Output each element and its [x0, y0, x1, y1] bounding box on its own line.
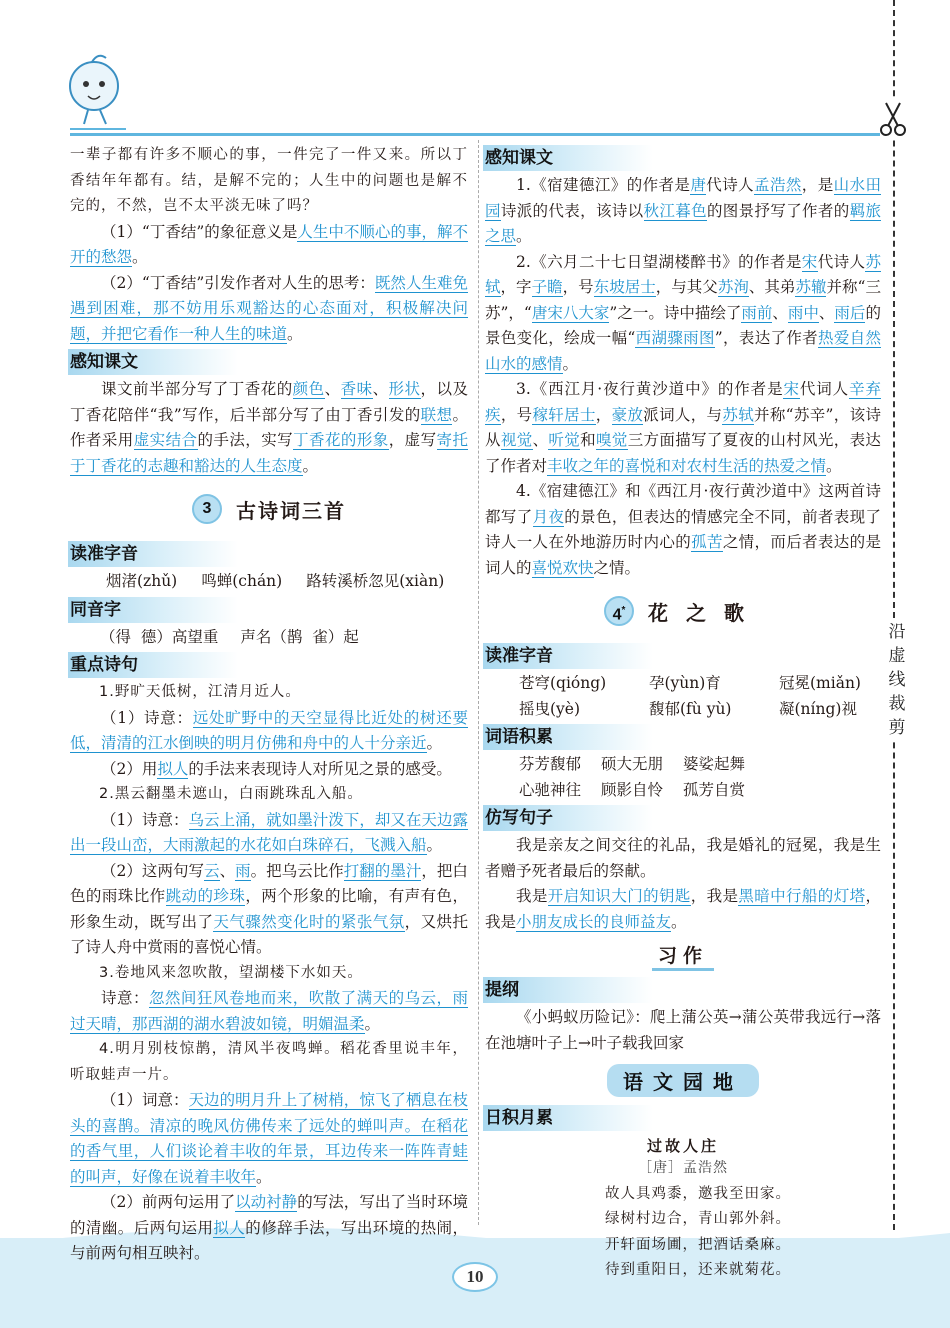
imitate-example: 我是亲友之间交往的礼品，我是婚礼的冠冕，我是生者赠予死者最后的祭献。	[485, 836, 881, 880]
header-accent-line	[70, 128, 126, 130]
poem-line: 开轩面场圃，把酒话桑麻。	[605, 1236, 791, 1253]
homophone-items	[70, 625, 468, 651]
cut-dashed-line	[893, 0, 895, 1230]
words-row-2	[485, 778, 881, 804]
cut-hint: 沿 虚 线 裁 剪	[886, 620, 908, 740]
key-line-4-analysis: （2）前两句运用了以动衬静的写法，写出了当时环境的清幽。后两句运用拟人的修辞手法，写出环境的热闹，与前两句相互映衬。	[70, 1193, 468, 1262]
key-line-3: 3.卷地风来忽吹散，望湖楼下水如天。	[99, 964, 363, 981]
perceive-paragraph: 课文前半部分写了丁香花的颜色、香味、形状，以及丁香花陪伴“我”写作，后半部分写了由丁香引发的联想。作者采用虚实结合的手法，实写丁香花的形象，虚写寄托于丁香花的志趣和豁达的人生态度。	[70, 380, 468, 475]
section-daily: 日积月累	[483, 1105, 653, 1131]
read-item: 冠冕(miǎn)	[779, 674, 861, 692]
key-line-2: 2.黑云翻墨未遮山，白雨跳珠乱入船。	[99, 786, 363, 802]
page-number: 10	[452, 1262, 498, 1292]
left-column	[70, 143, 468, 1267]
section-read: 读准字音	[68, 541, 238, 567]
read-row-2	[485, 697, 881, 723]
lesson-4-title	[485, 587, 881, 635]
read-item: 馥郁(fù yù)	[649, 699, 732, 718]
key-line-2-analysis: （2）这两句写云、雨。把乌云比作打翻的墨汁，把白色的雨珠比作跳动的珍珠，两个形象的比喻，有声有色，形象生动，既写出了天气骤然变化时的紧张气氛，又烘托了诗人舟中赏雨的喜悦心情。	[70, 861, 468, 956]
poem-line: 故人具鸡黍，邀我至田家。	[605, 1185, 791, 1202]
key-line-3-meaning: 诗意：忽然间狂风卷地而来，吹散了满天的乌云，雨过天晴，那西湖的湖水碧波如镜，明媚温柔。	[70, 989, 468, 1033]
read-item: 路转溪桥忽见(xiàn)	[306, 572, 445, 590]
lesson-3-title	[70, 485, 468, 533]
poem-line: 绿树村边合，青山郭外斜。	[605, 1211, 791, 1227]
writing-heading: 习作	[485, 939, 881, 973]
section-perceive: 感知课文	[68, 349, 238, 375]
key-line-1-technique: （2）用拟人的手法来表现诗人对所见之景的感受。	[101, 759, 452, 778]
column-divider	[478, 140, 479, 1225]
word-item: 婆娑起舞	[683, 755, 746, 773]
read-item: 凝(níng)视	[779, 699, 857, 718]
poem-author: ［唐］孟浩然	[638, 1160, 728, 1176]
word-item: 硕大无朋	[601, 755, 664, 773]
poem-title: 过故人庄	[646, 1137, 719, 1155]
word-item: 芬芳馥郁	[519, 755, 582, 773]
mascot-illustration	[62, 50, 132, 130]
section-read: 读准字音	[483, 643, 653, 669]
section-outline: 提纲	[483, 977, 653, 1003]
section-imitate: 仿写句子	[483, 805, 653, 831]
read-item: 苍穹(qióng)	[519, 674, 607, 692]
section-homophone: 同音字	[68, 597, 238, 623]
word-item: 顾影自怜	[601, 780, 664, 799]
header-line	[70, 133, 880, 136]
key-line-2-meaning: （1）诗意：乌云上涌，就如墨汁泼下，却又在天边露出一段山峦，大雨激起的水花如白珠碎石，飞溅入船。	[70, 810, 468, 854]
homophone-item: 声名（鹊 雀）起	[240, 627, 359, 646]
question-2: （2）“丁香结”引发作者对人生的思考：既然人生难免遇到困难，那不妨用乐观豁达的心态面对，积极解决问题，并把它看作一种人生的味道。	[70, 273, 468, 343]
key-line-4-meaning: （1）词意：天边的明月升上了树梢，惊飞了栖息在枝头的喜鹊。清凉的晚风仿佛传来了远处的蝉叫声。在稻花的香气里，人们谈论着丰收的年景，耳边传来一阵阵青蛙的叫声，好像在说着丰收年。	[70, 1091, 468, 1186]
read-item: 摇曳(yè)	[519, 699, 581, 718]
homophone-item: （得 德）高望重	[100, 627, 219, 646]
outline-text: 《小蚂蚁历险记》：爬上蒲公英→蒲公英带我远行→落在池塘叶子上→叶子载我回家	[485, 1008, 881, 1052]
perceive-item-3: 3.《西江月·夜行黄沙道中》的作者是宋代词人辛弃疾，号稼轩居士，豪放派词人，与苏轼并称“苏辛”，该诗从视觉、听觉和嗅觉三方面描写了夏夜的山村风光，表达了作者对丰收之年的喜悦和对农村生活的热爱之情。	[485, 380, 881, 475]
poem-line: 待到重阳日，还来就菊花。	[605, 1262, 791, 1278]
imitate-answer: 我是开启知识大门的钥匙，我是黑暗中行船的灯塔，我是小朋友成长的良师益友。	[485, 887, 881, 931]
lesson-number: 4*	[604, 596, 634, 626]
read-item: 烟渚(zhǔ)	[106, 572, 178, 590]
question-1: （1）“丁香结”的象征意义是人生中不顺心的事，解不开的愁怨。	[70, 222, 468, 266]
read-row-1	[485, 671, 881, 697]
scissors-icon	[878, 100, 908, 138]
lesson-name: 花之歌	[648, 600, 762, 625]
perceive-item-4: 4.《宿建德江》和《西江月·夜行黄沙道中》这两首诗都写了月夜的景色，但表达的情感完全不同，前者表现了诗人一人在外地游历时内心的孤苦之情，而后者表达的是词人的喜悦欢快之情。	[485, 482, 881, 577]
lesson-name: 古诗词三首	[236, 498, 346, 523]
poem-body	[485, 1182, 881, 1284]
word-item: 心驰神往	[519, 780, 582, 799]
section-words: 词语积累	[483, 724, 653, 750]
intro-paragraph: 一辈子都有许多不顺心的事，一件完了一件又来。所以丁香结年年都有。结，是解不完的；人生中的问题也是解不完的，不然，岂不太平淡无味了吗？	[70, 147, 468, 214]
words-row-1	[485, 752, 881, 778]
chinese-garden-heading: 语文园地	[485, 1064, 881, 1097]
key-line-1: 1.野旷天低树，江清月近人。	[99, 684, 301, 700]
section-perceive: 感知课文	[483, 145, 653, 171]
lesson-number: 3	[192, 494, 222, 524]
read-items	[70, 569, 468, 595]
read-item: 鸣蝉(chán)	[201, 572, 283, 590]
perceive-item-1: 1.《宿建德江》的作者是唐代诗人孟浩然，是山水田园诗派的代表，该诗以秋江暮色的图景抒写了作者的羁旅之思。	[485, 176, 881, 245]
key-line-1-meaning: （1）诗意：远处旷野中的天空显得比近处的树还要低，清清的江水倒映的明月仿佛和舟中的人十分亲近。	[70, 708, 468, 752]
read-item: 孕(yùn)育	[649, 674, 721, 692]
key-line-4: 4.明月别枝惊鹊，清风半夜鸣蝉。稻花香里说丰年，听取蛙声一片。	[70, 1041, 468, 1083]
section-key-lines: 重点诗句	[68, 652, 238, 678]
right-column	[485, 143, 881, 1284]
perceive-item-2: 2.《六月二十七日望湖楼醉书》的作者是宋代诗人苏轼，字子瞻，号东坡居士，与其父苏洵、其弟苏辙并称“三苏”，“唐宋八大家”之一。诗中描绘了雨前、雨中、雨后的景色变化，绘成一幅“西湖骤雨图”，表达了作者热爱自然山水的感情。	[485, 252, 881, 373]
word-item: 孤芳自赏	[683, 780, 746, 799]
